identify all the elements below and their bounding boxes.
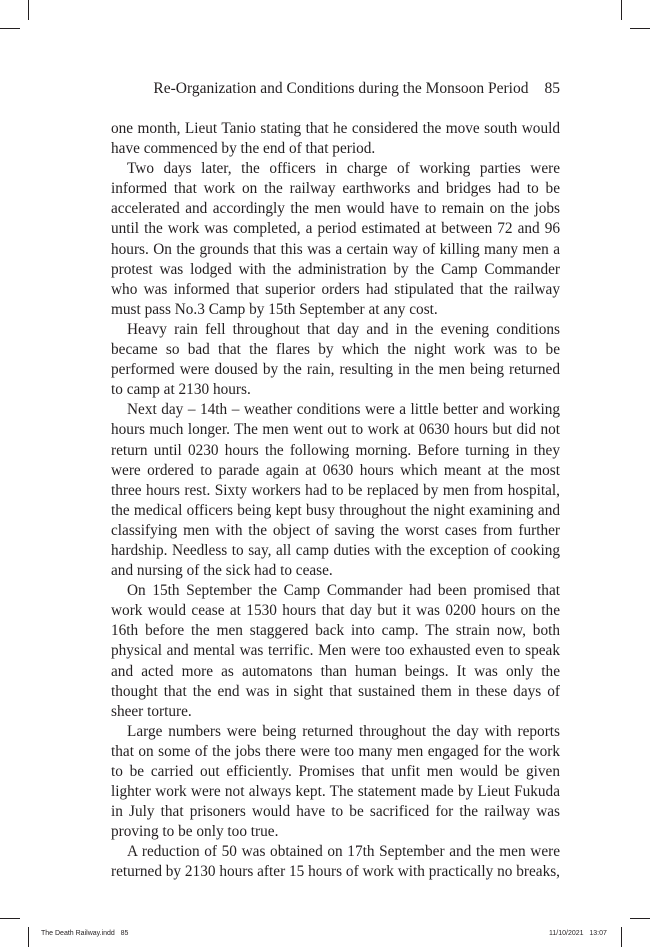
paragraph: Two days later, the officers in charge of working parties were informed that work on the railway earthworks and bridges had to be accelerated and accordingly the men would have to remain on the jobs until the work was completed, a period estimated at between 72 and 96 hours. On the grounds that this was a certain way of killing many men a protest was lodged with the administration by the Camp Commander who was informed that superior orders had stipulated that the railway must pass No.3 Camp by 15th September at any cost. xyxy=(111,160,560,318)
slug-timestamp: 11/10/2021 13:07 xyxy=(549,930,607,937)
crop-mark xyxy=(0,918,20,919)
crop-mark xyxy=(28,927,29,947)
running-head xyxy=(145,79,560,99)
paragraph: one month, Lieut Tanio stating that he considered the move south would have commenced by the end of that period. xyxy=(111,120,560,158)
crop-mark xyxy=(621,927,622,947)
paragraph: On 15th September the Camp Commander had been promised that work would cease at 1530 hours that day but it was 0200 hours on the 16th before the men staggered back into camp. The strain now, both physical and mental was terrific. Men were too exhausted even to speak and acted more as automatons than human beings. It was only the thought that the end was in sight that sustained them in these days of sheer torture. xyxy=(111,582,560,720)
slug-filename: The Death Railway.indd 85 xyxy=(41,930,129,937)
crop-mark xyxy=(621,0,622,20)
crop-mark xyxy=(630,918,650,919)
page-number: 85 xyxy=(544,80,560,97)
paragraph: A reduction of 50 was obtained on 17th September and the men were returned by 2130 hours after 15 hours of work with practically no breaks, xyxy=(111,843,561,881)
paragraph: Next day – 14th – weather conditions were a little better and working hours much longer. The men went out to work at 0630 hours but did not return until 0230 hours the following morning. Before turning in they were ordered to parade again at 0630 hours which meant at the most three hours rest. Sixty workers had to be replaced by men from hospital, the medical officers being kept busy throughout the night examining and classifying men with the object of saving the worst cases from further hardship. Needless to say, all camp duties with the exception of cooking and nursing of the sick had to cease. xyxy=(111,401,560,580)
paragraph: Large numbers were being returned throughout the day with reports that on some of the jobs there were too many men engaged for the work to be carried out efficiently. Promises that unfit men would be given lighter work were not always kept. The statement made by Lieut Fukuda in July that prisoners would have to be sacrificed for the railway was proving to be only too true. xyxy=(111,722,560,841)
crop-mark xyxy=(630,28,650,29)
chapter-title: Re-Organization and Conditions during the Monsoon Period xyxy=(153,80,529,97)
crop-mark xyxy=(0,28,20,29)
paragraph: Heavy rain fell throughout that day and in the evening conditions became so bad that the flares by which the night work was to be performed were doused by the rain, resulting in the men being returned to camp at 2130 hours. xyxy=(111,320,560,399)
body-text xyxy=(111,119,560,883)
crop-mark xyxy=(28,0,29,20)
